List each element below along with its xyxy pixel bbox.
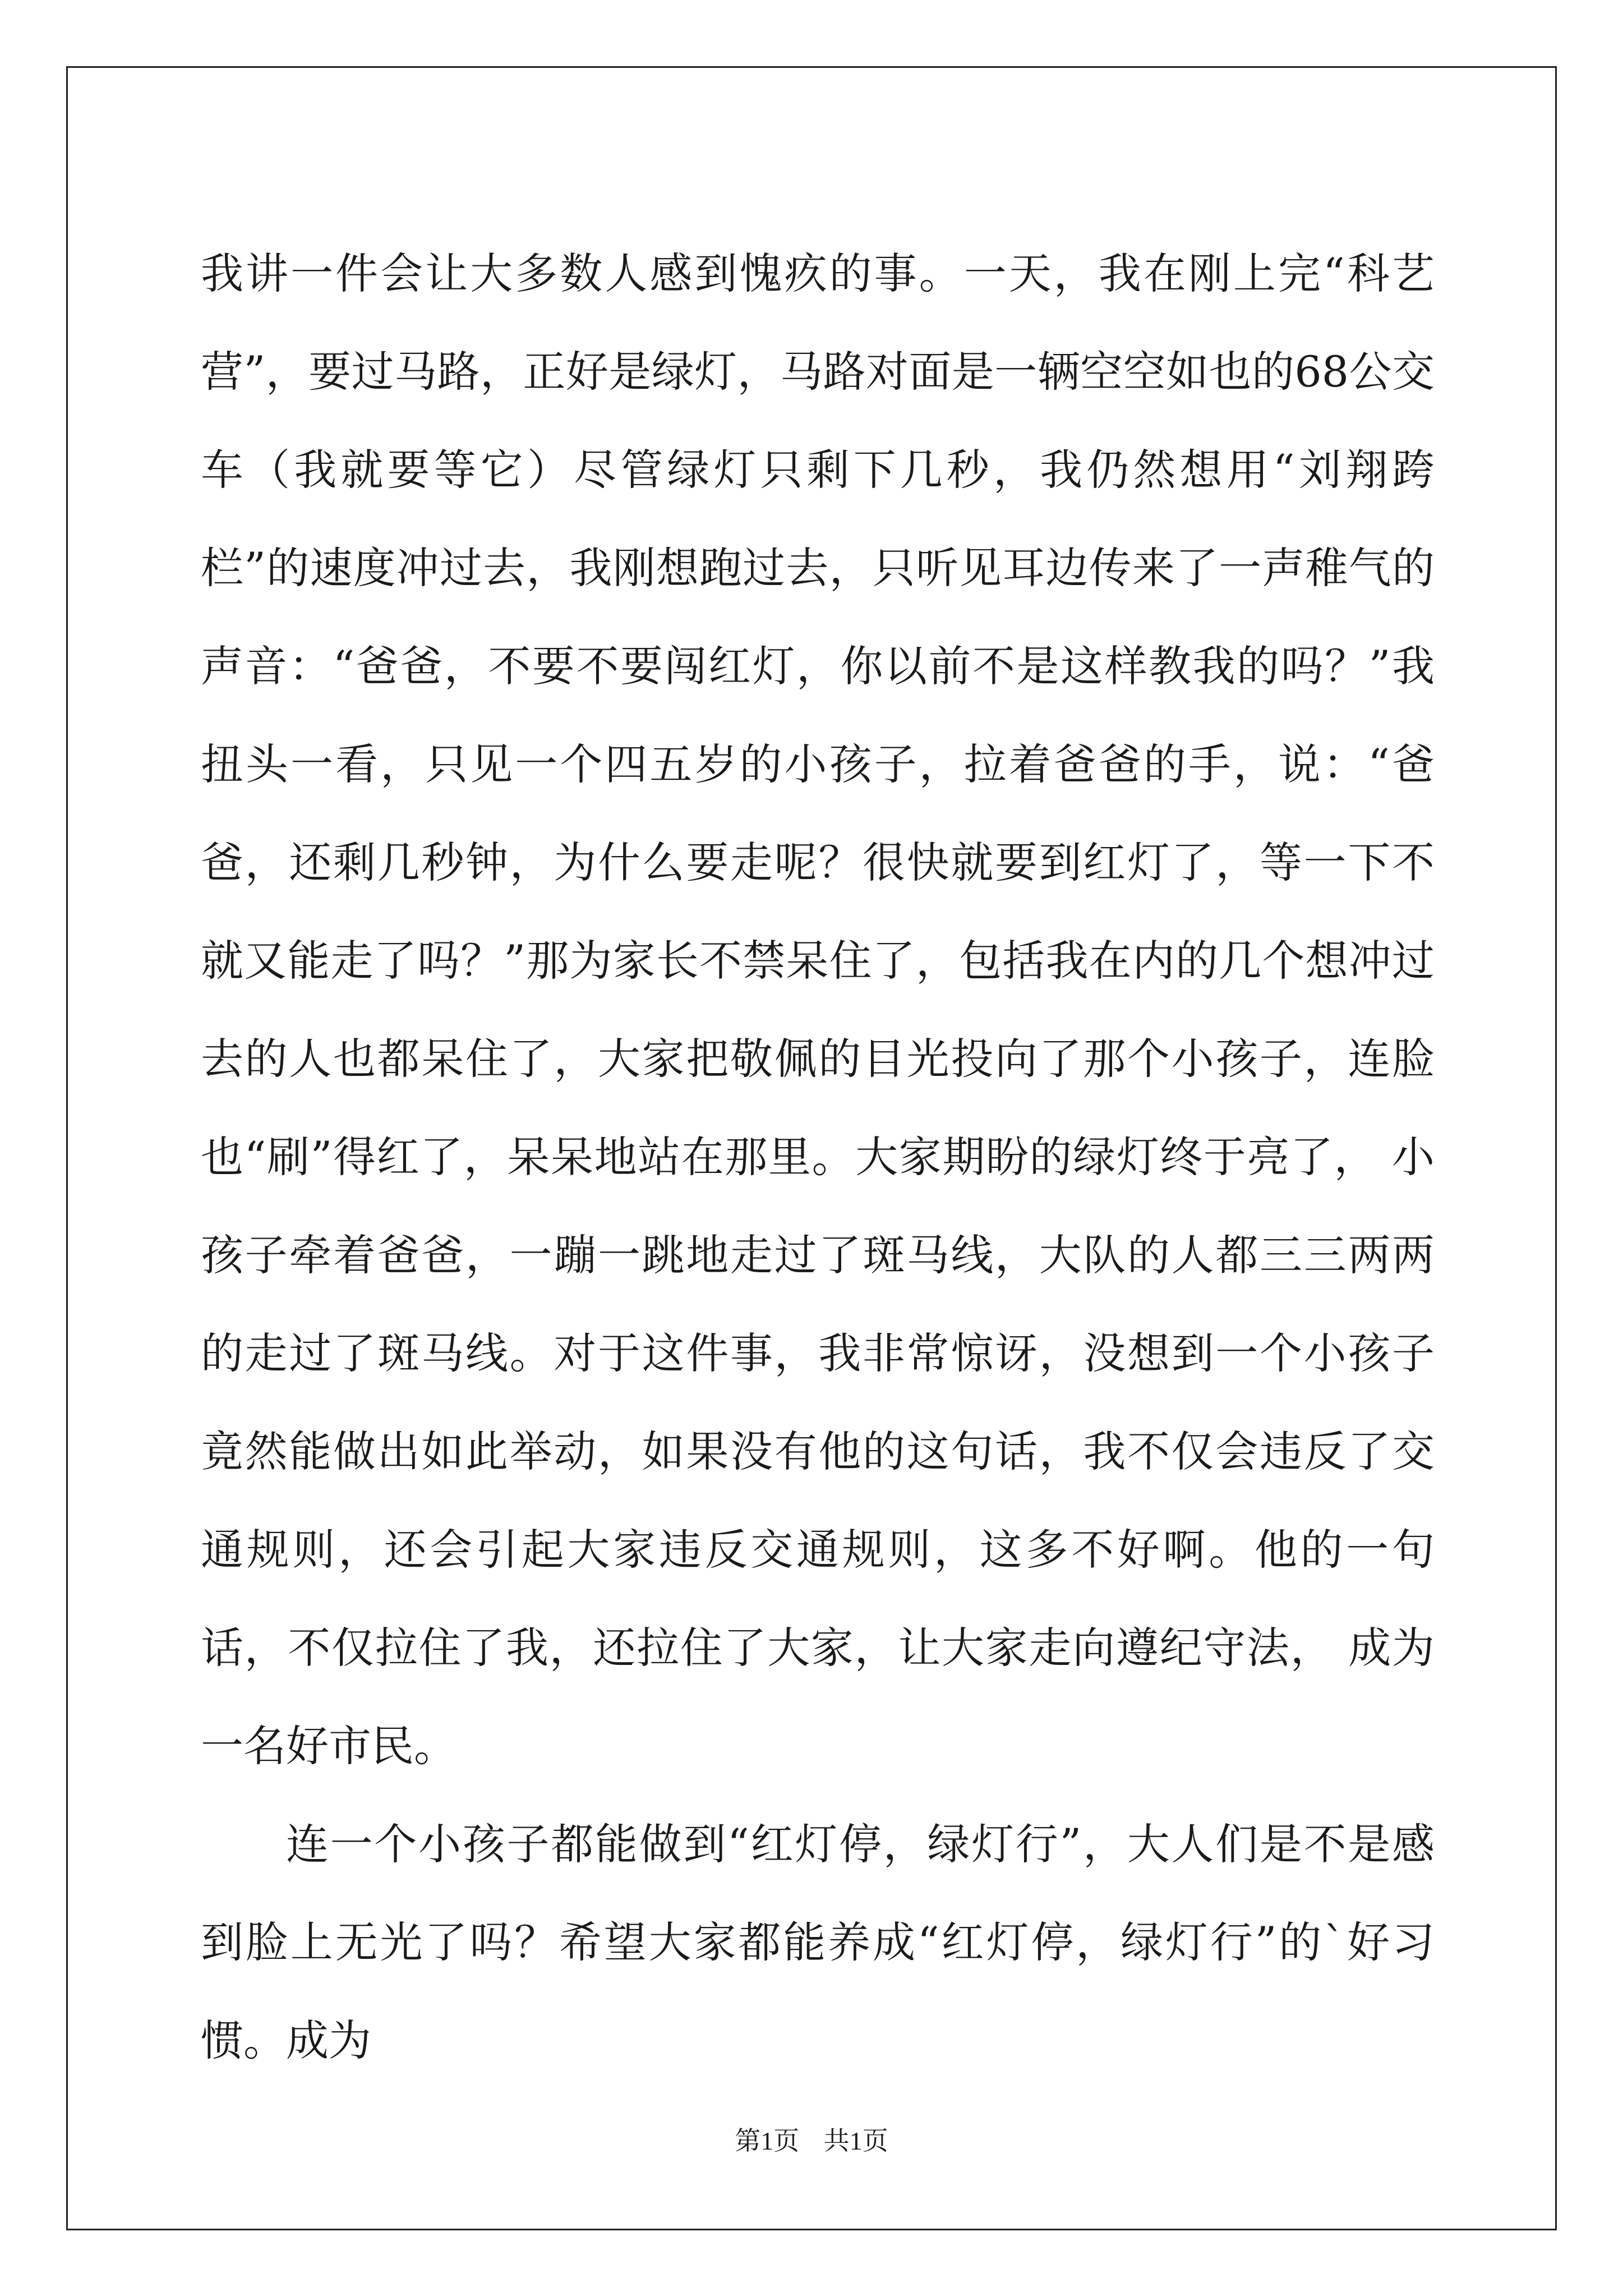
page-number: 第1页 [735, 2127, 800, 2155]
page-footer [0, 2120, 1623, 2157]
document-body [201, 224, 1435, 2090]
page-total: 共1页 [823, 2127, 888, 2155]
paragraph-2: 连一个小孩子都能做到“红灯停，绿灯行”，大人们是不是感到脸上无光了吗？希望大家都能养成“红灯停，绿灯行”的`好习惯。成为 [201, 1819, 1435, 2065]
paragraph-1: 我讲一件会让大多数人感到愧疚的事。一天，我在刚上完“科艺营”，要过马路，正好是绿灯，马路对面是一辆空空如也的68公交车（我就要等它）尽管绿灯只剩下几秒，我仍然想用“刘翔跨栏”的速度冲过去，我刚想跑过去，只听见耳边传来了一声稚气的声音：“爸爸，不要不要闯红灯，你以前不是这样教我的吗？”我扭头一看，只见一个四五岁的小孩子，拉着爸爸的手，说：“爸爸，还剩几秒钟，为什么要走呢？很快就要到红灯了，等一下不就又能走了吗？”那为家长不禁呆住了，包括我在内的几个想冲过去的人也都呆住了，大家把敬佩的目光投向了那个小孩子，连脸也“刷”得红了，呆呆地站在那里。大家期盼的绿灯终于亮了， 小孩子牵着爸爸，一蹦一跳地走过了斑马线，大队的人都三三两两的走过了斑马线。对于这件事，我非常惊讶，没想到一个小孩子竟然能做出如此举动，如果没有他的这句话，我不仅会违反了交通规则，还会引起大家违反交通规则，这多不好啊。他的一句话，不仅拉住了我，还拉住了大家，让大家走向遵纪守法， 成为一名好市民。 [201, 249, 1435, 1771]
